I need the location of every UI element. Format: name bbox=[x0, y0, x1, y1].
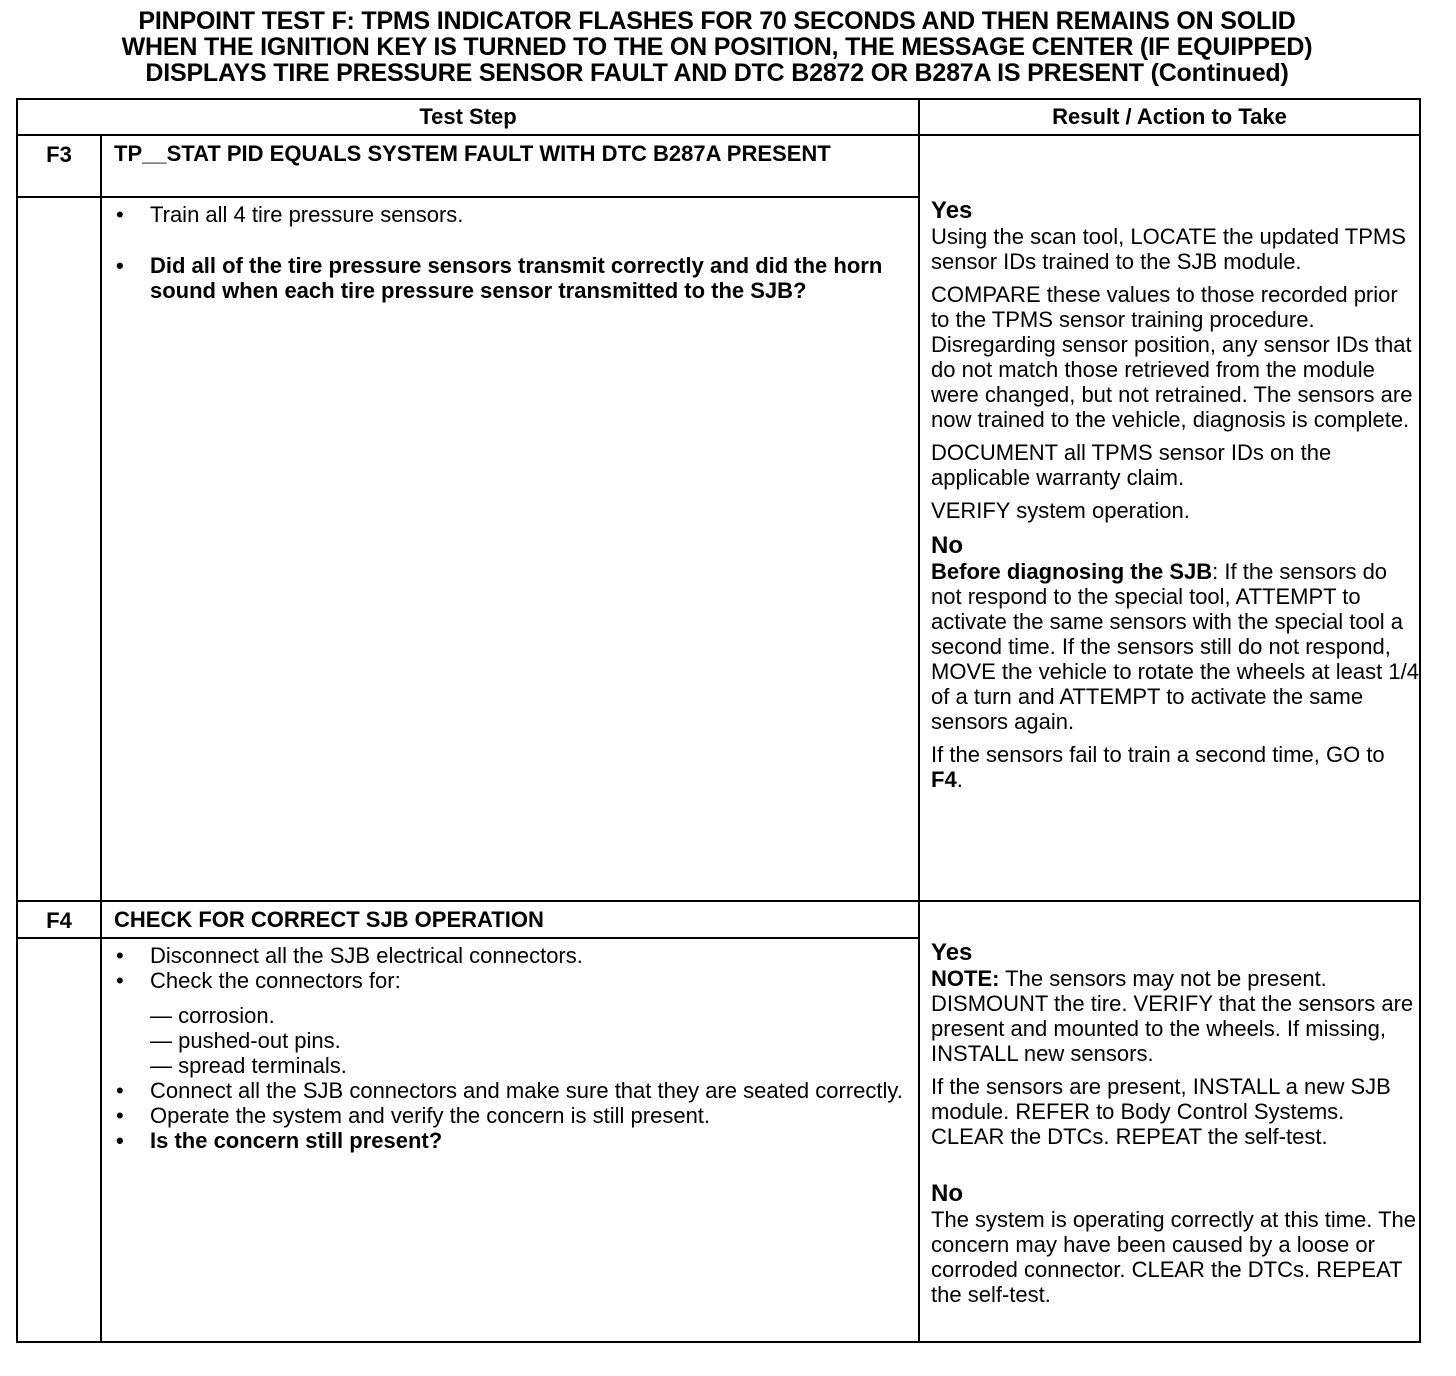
title-line-3: DISPLAYS TIRE PRESSURE SENSOR FAULT AND DTC B2872 OR B287A IS PRESENT (Continued) bbox=[145, 59, 1289, 87]
step-name-f3: TP__STAT PID EQUALS SYSTEM FAULT WITH DTC B287A PRESENT bbox=[101, 135, 919, 197]
pinpoint-test-table bbox=[16, 98, 1421, 1343]
result-f3-no-p1-text: : If the sensors do not respond to the special tool, ATTEMPT to activate the same sensors with the special tool a second time. If the sensors still do not respond, MOVE the vehicle to rotate the wheels at least 1/4 of a turn and ATTEMPT to activate the same sensors again. bbox=[931, 559, 1419, 734]
step-f3-body bbox=[101, 197, 919, 901]
title-line-2: WHEN THE IGNITION KEY IS TURNED TO THE ON POSITION, THE MESSAGE CENTER (IF EQUIPPED) bbox=[121, 33, 1313, 61]
result-f3-no-p1 bbox=[931, 559, 1419, 734]
result-f3-no-p2-text: If the sensors fail to train a second time, GO to bbox=[931, 742, 1385, 767]
step-f3-bullet-2: • Did all of the tire pressure sensors transmit correctly and did the horn sound when each tire pressure sensor transmitted to the SJB? bbox=[112, 253, 908, 303]
result-f3-no-p2-end: . bbox=[956, 767, 963, 792]
step-id-f3: F3 bbox=[17, 135, 101, 197]
step-f4-bullet-2 bbox=[112, 968, 908, 993]
step-f4-bullet-2-text: Check the connectors for: bbox=[150, 968, 401, 993]
test-step-header: Test Step bbox=[17, 99, 919, 135]
result-f3 bbox=[919, 135, 1420, 901]
result-f4-note-label: NOTE: bbox=[931, 966, 1000, 991]
result-f3-yes-p4: VERIFY system operation. bbox=[931, 498, 1190, 523]
step-id-f4: F4 bbox=[17, 901, 101, 938]
check-item-pins: — pushed-out pins. bbox=[150, 1028, 341, 1053]
goto-f4-link[interactable]: F4 bbox=[931, 767, 957, 792]
step-f3-blank-cell bbox=[17, 197, 101, 901]
step-f4-bullet-1: • Disconnect all the SJB electrical connectors. bbox=[112, 943, 908, 968]
step-f3-title-row bbox=[17, 135, 1420, 197]
step-f4-title-row bbox=[17, 901, 1420, 938]
result-f4-no-label: No bbox=[931, 1180, 964, 1207]
result-f3-yes-p2: COMPARE these values to those recorded prior to the TPMS sensor training procedure. Disregarding sensor position, any sensor IDs that do not match those retrieved from the module were changed, but not retrained. The sensors are now trained to the vehicle, diagnosis is complete. bbox=[931, 282, 1413, 432]
page-title bbox=[16, 8, 1418, 86]
result-f3-yes-label: Yes bbox=[931, 197, 973, 224]
result-f4 bbox=[919, 901, 1420, 1342]
result-f4-yes-label: Yes bbox=[931, 939, 973, 966]
result-f3-no-label: No bbox=[931, 532, 964, 559]
result-f4-yes-p1 bbox=[931, 966, 1419, 1066]
step-name-f4: CHECK FOR CORRECT SJB OPERATION bbox=[101, 901, 919, 938]
result-f3-yes-p1: Using the scan tool, LOCATE the updated TPMS sensor IDs trained to the SJB module. bbox=[931, 224, 1406, 274]
result-f4-yes-p1-text: The sensors may not be present. DISMOUNT the tire. VERIFY that the sensors are present and mounted to the wheels. If missing, INSTALL new sensors. bbox=[931, 966, 1414, 1066]
table-header-row bbox=[17, 99, 1420, 135]
title-line-1: PINPOINT TEST F: TPMS INDICATOR FLASHES FOR 70 SECONDS AND THEN REMAINS ON SOLID bbox=[138, 7, 1296, 35]
step-f4-blank-cell bbox=[17, 938, 101, 1342]
result-f4-yes-p2: If the sensors are present, INSTALL a new SJB module. REFER to Body Control Systems. CLEAR the DTCs. REPEAT the self-test. bbox=[931, 1074, 1391, 1149]
step-f4-bullet-4: • Operate the system and verify the concern is still present. bbox=[112, 1103, 908, 1128]
result-header: Result / Action to Take bbox=[919, 99, 1420, 135]
check-item-terminals: — spread terminals. bbox=[150, 1053, 347, 1078]
step-f4-bullet-5: • Is the concern still present? bbox=[112, 1128, 908, 1153]
result-f3-no-bold: Before diagnosing the SJB bbox=[931, 559, 1213, 584]
check-item-corrosion: — corrosion. bbox=[150, 1003, 275, 1028]
step-f3-bullet-1: • Train all 4 tire pressure sensors. bbox=[112, 202, 908, 227]
result-f3-yes-p3: DOCUMENT all TPMS sensor IDs on the applicable warranty claim. bbox=[931, 440, 1332, 490]
result-f3-no-p2 bbox=[931, 742, 1419, 792]
step-f4-bullet-3: • Connect all the SJB connectors and make sure that they are seated correctly. bbox=[112, 1078, 908, 1103]
step-f4-body bbox=[101, 938, 919, 1342]
result-f4-no-p1: The system is operating correctly at this time. The concern may have been caused by a loose or corroded connector. CLEAR the DTCs. REPEAT the self-test. bbox=[931, 1207, 1417, 1307]
connector-check-list bbox=[102, 1003, 908, 1078]
